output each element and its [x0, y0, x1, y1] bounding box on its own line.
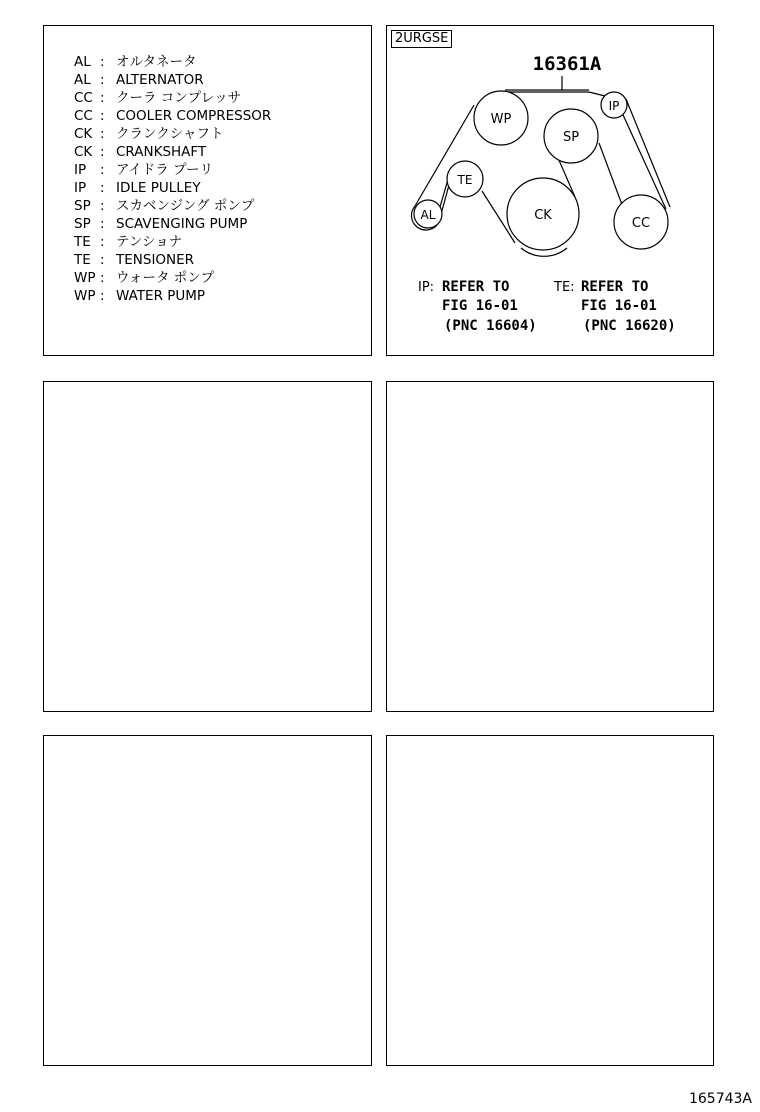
legend-jp: テンショナ — [116, 234, 183, 250]
legend-en: IDLE PULLEY — [116, 180, 201, 196]
pulley-label-ip: IP — [608, 99, 620, 113]
empty-panel — [43, 735, 372, 1066]
legend-row-en: WP : WATER PUMP — [74, 288, 206, 304]
svg-text:REFER TO: REFER TO — [581, 279, 649, 295]
legend-jp: スカベンジング ポンプ — [116, 198, 255, 214]
legend-en: CRANKSHAFT — [116, 144, 207, 160]
svg-text:(PNC 16604): (PNC 16604) — [444, 318, 537, 334]
legend-row-en: SP : SCAVENGING PUMP — [74, 216, 248, 232]
legend-row-en: CC : COOLER COMPRESSOR — [74, 108, 272, 124]
legend-panel — [43, 25, 372, 356]
pulley-label-cc: CC — [631, 216, 651, 231]
empty-panel — [43, 381, 372, 712]
legend-row-jp: SP : スカベンジング ポンプ — [74, 198, 255, 214]
legend-row-jp: WP : ウォータ ポンプ — [74, 270, 215, 286]
legend-en: WATER PUMP — [116, 288, 206, 304]
svg-text:IP:: IP: — [418, 280, 435, 295]
legend-en: COOLER COMPRESSOR — [116, 108, 272, 124]
legend-row-jp: CK : クランクシャフト — [74, 126, 224, 142]
legend-jp: クーラ コンプレッサ — [116, 90, 242, 106]
legend-row-jp: AL : オルタネータ — [74, 54, 197, 70]
legend-jp: アイドラ プーリ — [116, 162, 214, 178]
pulley-label-al: AL — [420, 208, 436, 222]
legend-row-jp: IP : アイドラ プーリ — [74, 162, 214, 178]
legend-en: TENSIONER — [116, 252, 195, 268]
reference-note-ip — [418, 279, 537, 334]
belt-diagram-panel — [386, 25, 714, 356]
legend-en: ALTERNATOR — [116, 72, 204, 88]
legend-row-jp: CC : クーラ コンプレッサ — [74, 90, 242, 106]
legend-row-en: CK : CRANKSHAFT — [74, 144, 207, 160]
empty-panel — [386, 381, 714, 712]
reference-note-te — [553, 279, 676, 334]
legend-row-en: TE : TENSIONER — [74, 252, 195, 268]
engine-variant-label: 2URGSE — [391, 30, 452, 48]
legend-row-en: AL : ALTERNATOR — [74, 72, 204, 88]
pulley-label-sp: SP — [562, 130, 580, 145]
svg-text:FIG 16-01: FIG 16-01 — [442, 298, 518, 314]
legend-row-jp: TE : テンショナ — [74, 234, 183, 250]
legend-row-en: IP : IDLE PULLEY — [74, 180, 201, 196]
empty-panel — [386, 735, 714, 1066]
svg-text:FIG 16-01: FIG 16-01 — [581, 298, 657, 314]
pulley-label-ck: CK — [534, 208, 552, 223]
pulley-label-wp: WP — [490, 112, 512, 127]
belt-routing-diagram — [387, 26, 713, 355]
pulley-label-te: TE — [457, 173, 473, 187]
illustration-number: 165743A — [688, 1091, 752, 1107]
svg-text:(PNC 16620): (PNC 16620) — [583, 318, 676, 334]
svg-text:REFER TO: REFER TO — [442, 279, 510, 295]
legend-list — [74, 53, 271, 305]
legend-en: SCAVENGING PUMP — [116, 216, 248, 232]
svg-text:TE:: TE: — [554, 280, 575, 295]
legend-jp: ウォータ ポンプ — [116, 270, 215, 286]
legend-jp: オルタネータ — [116, 54, 197, 70]
part-number-label: 16361A — [532, 53, 602, 75]
legend-jp: クランクシャフト — [116, 126, 224, 142]
